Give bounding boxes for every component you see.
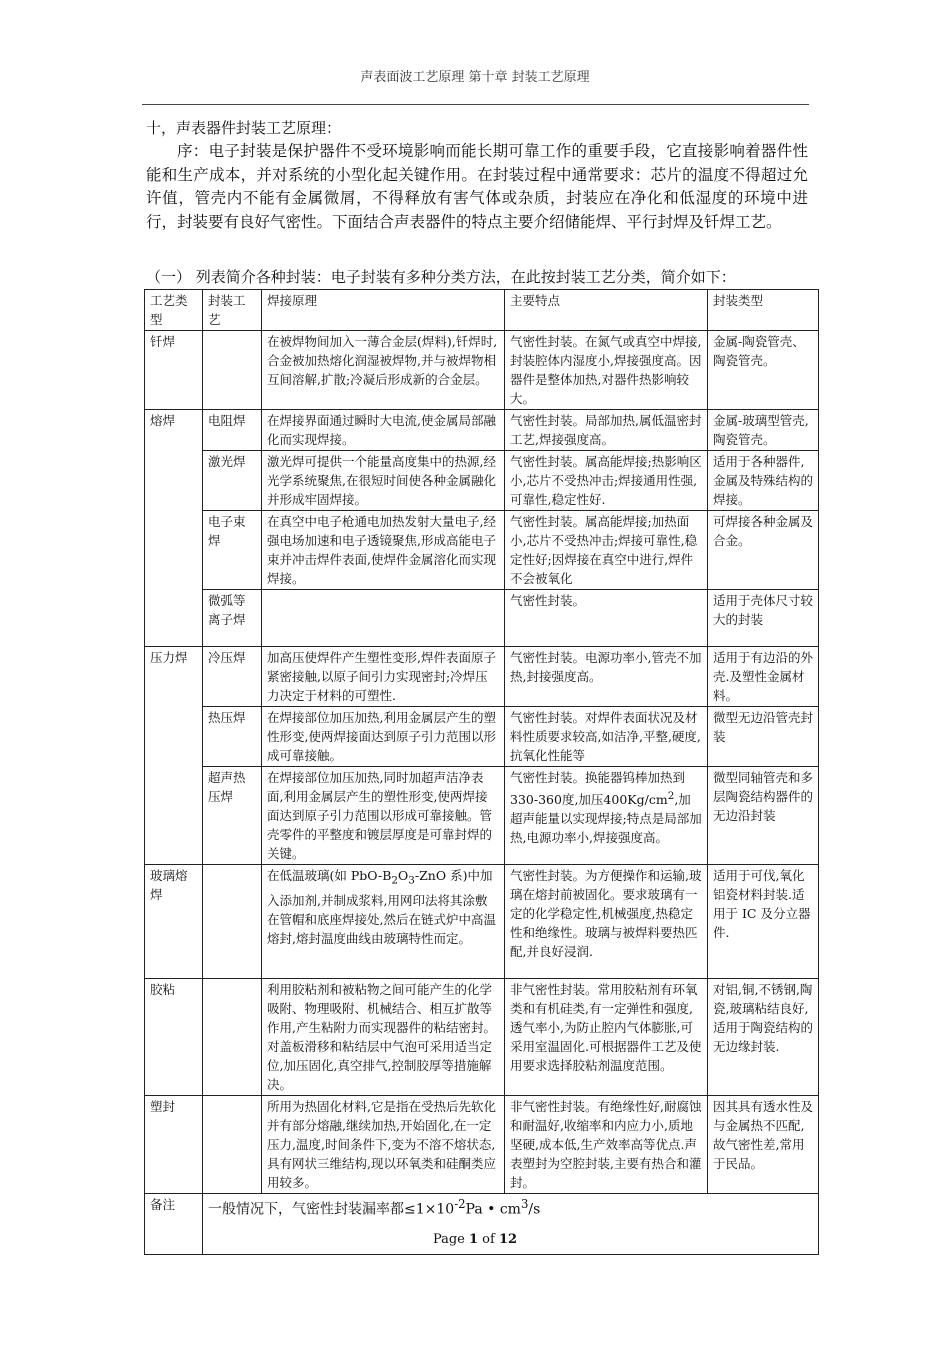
features-cell: 气密性封装。换能器钨棒加热到330-360度,加压$400Kg/cm^2$,加超声能量以实现焊接;特点是局部加热,电源功率小,焊接强度高。: [505, 767, 708, 865]
features-cell: 气密性封装。: [505, 590, 708, 647]
package-type-cell: 适用于可伐,氧化铝瓷材料封装.适用于 IC 及分立器件.: [708, 865, 819, 979]
package-type-cell: 适用于各种器件,金属及特殊结构的焊接。: [708, 451, 819, 511]
package-type-cell: 金属-玻璃型管壳,陶瓷管壳。: [708, 410, 819, 451]
principle-cell: [262, 590, 505, 647]
process-cell: 激光焊: [203, 451, 262, 511]
table-row: [145, 331, 819, 410]
process-cell: 超声热压焊: [203, 767, 262, 865]
table-row: [145, 451, 819, 511]
package-type-cell: 可焊接各种金属及合金。: [708, 511, 819, 590]
principle-cell: 加高压使焊件产生塑性变形,焊件表面原子紧密接触,以原子间引力实现密封;冷焊压力决定于材料的可塑性.: [262, 647, 505, 707]
package-type-cell: 微型同轴管壳和多层陶瓷结构器件的无边沿封装: [708, 767, 819, 865]
table-row: [145, 1096, 819, 1194]
principle-cell: 在被焊物间加入一薄合金层(焊料),钎焊时,合金被加热熔化润湿被焊物,并与被焊物相互间溶解,扩散;冷凝后形成新的合金层。: [262, 331, 505, 410]
table-row: [145, 865, 819, 979]
process-cell: [203, 865, 262, 979]
type-cell: 胶粘: [145, 979, 203, 1096]
features-cell: 气密性封装。局部加热,属低温密封工艺,焊接强度高。: [505, 410, 708, 451]
remark-label: 备注: [145, 1194, 203, 1255]
principle-cell: 在焊接界面通过瞬时大电流,使金属局部融化而实现焊接。: [262, 410, 505, 451]
table-row: [145, 979, 819, 1096]
header-cell: 焊接原理: [262, 290, 505, 331]
table-row: [145, 707, 819, 767]
features-cell: 非气密性封装。有绝缘性好,耐腐蚀和耐温好,收缩率和内应力小,质地坚硬,成本低,生产效率高等优点.声表塑封为空腔封装,主要有热合和灌封。: [505, 1096, 708, 1194]
package-type-cell: 适用于壳体尺寸较大的封装: [708, 590, 819, 647]
principle-cell: 在焊接部位加压加热,利用金属层产生的塑性形变,使两焊接面达到原子引力范围以形成可靠接触。: [262, 707, 505, 767]
package-type-cell: 适用于有边沿的外壳.及塑性金属材料。: [708, 647, 819, 707]
principle-cell: 在真空中电子枪通电加热发射大量电子,经强电场加速和电子透镜聚焦,形成高能电子束并冲击焊件表面,使焊件金属溶化而实现焊接。: [262, 511, 505, 590]
features-cell: 气密性封装。属高能焊接;热影响区小,芯片不受热冲击;焊接通用性强,可靠性,稳定性好.: [505, 451, 708, 511]
table-row: [145, 767, 819, 865]
package-type-cell: 金属-陶瓷管壳、陶瓷管壳。: [708, 331, 819, 410]
header-rule: [142, 104, 809, 105]
principle-cell: 利用胶粘剂和被粘物之间可能产生的化学吸附、物理吸附、机械结合、相互扩散等作用,产生粘附力而实现器件的粘结密封。对盖板滑移和粘结层中气泡可采用适当定位,加压固化,真空排气,控制胶厚等措施解决。: [262, 979, 505, 1096]
process-cell: [203, 331, 262, 410]
header-cell: 封装工艺: [203, 290, 262, 331]
table-row: [145, 590, 819, 647]
features-cell: 气密性封装。对焊件表面状况及材料性质要求较高,如洁净,平整,硬度,抗氧化性能等: [505, 707, 708, 767]
header-cell: 工艺类型: [145, 290, 203, 331]
process-cell: 微弧等离子焊: [203, 590, 262, 647]
principle-cell: 所用为热固化材料,它是指在受热后先软化并有部分熔融,继续加热,开始固化,在一定压力,温度,时间条件下,变为不溶不熔状态,具有网状三维结构,现以环氧类和硅酮类应用较多。: [262, 1096, 505, 1194]
table-row: [145, 410, 819, 451]
type-cell: 钎焊: [145, 331, 203, 410]
principle-cell: 在低温玻璃(如 PbO-$B_2O_3$-ZnO 系)中加入添加剂,并制成浆料,用网印法将其涂敷在管帽和底座焊接处,然后在链式炉中高温熔封,熔封温度曲线由玻璃特性而定。: [262, 865, 505, 979]
features-cell: 气密性封装。在氮气或真空中焊接,封装腔体内湿度小,焊接强度高。因器件是整体加热,对器件热影响较大。: [505, 331, 708, 410]
table-row: [145, 647, 819, 707]
process-cell: 冷压焊: [203, 647, 262, 707]
features-cell: 气密性封装。为方便操作和运输,玻璃在熔封前被固化。要求玻璃有一定的化学稳定性,机械强度,热稳定性和绝缘性。玻璃与被焊料要热匹配,并良好浸润.: [505, 865, 708, 979]
table-header-row: [145, 290, 819, 331]
type-cell: 塑封: [145, 1096, 203, 1194]
process-cell: 热压焊: [203, 707, 262, 767]
packaging-table: [144, 289, 819, 1255]
table-row: [145, 511, 819, 590]
process-cell: [203, 979, 262, 1096]
features-cell: 气密性封装。属高能焊接;加热面小,芯片不受热冲击;焊接可靠性,稳定性好;因焊接在真空中进行,焊件不会被氧化: [505, 511, 708, 590]
header-cell: 封装类型: [708, 290, 819, 331]
remark-text: 一般情况下，气密性封装漏率都$\le 1\times 10^{-2}Pa$ • $cm^3/s$: [203, 1194, 819, 1255]
type-cell: 熔焊: [145, 410, 203, 647]
page-footer: Page 1 of 12: [432, 1232, 518, 1247]
package-type-cell: 因其具有透水性及与金属热不匹配,故气密性差,常用于民品。: [708, 1096, 819, 1194]
header-cell: 主要特点: [505, 290, 708, 331]
package-type-cell: 微型无边沿管壳封装: [708, 707, 819, 767]
process-cell: [203, 1096, 262, 1194]
intro-paragraph: 序：电子封装是保护器件不受环境影响而能长期可靠工作的重要手段，它直接影响着器件性能和生产成本，并对系统的小型化起关键作用。在封装过程中通常要求：芯片的温度不得超过允许值，管壳内不能有金属微屑，不得释放有害气体或杂质，封装应在净化和低湿度的环境中进行，封装要有良好气密性。下面结合声表器件的特点主要介绍储能焊、平行封焊及钎焊工艺。: [146, 142, 808, 231]
type-cell: 压力焊: [145, 647, 203, 865]
features-cell: 非气密性封装。常用胶粘剂有环氧类和有机硅类,有一定弹性和强度,透气率小,为防止腔内气体膨胀,可采用室温固化.可根据器件工艺及使用要求选择胶粘剂温度范围。: [505, 979, 708, 1096]
table-caption: （一） 列表简介各种封装：电子封装有多种分类方法，在此按封装工艺分类，简介如下：: [146, 268, 736, 286]
section-title: 十，声表器件封装工艺原理：: [146, 119, 342, 137]
principle-cell: 在焊接部位加压加热,同时加超声洁净表面,利用金属层产生的塑性形变,使两焊接面达到原子引力范围以形成可靠接触。管壳零件的平整度和镀层厚度是可靠封焊的关键。: [262, 767, 505, 865]
principle-cell: 激光焊可提供一个能量高度集中的热源,经光学系统聚焦,在很短时间使各种金属融化并形成牢固焊接。: [262, 451, 505, 511]
running-header: 声表面波工艺原理 第十章 封装工艺原理: [360, 70, 590, 85]
package-type-cell: 对铝,铜,不锈钢,陶瓷,玻璃粘结良好,适用于陶瓷结构的无边缘封装.: [708, 979, 819, 1096]
process-cell: 电阻焊: [203, 410, 262, 451]
features-cell: 气密性封装。电源功率小,管壳不加热,封接强度高。: [505, 647, 708, 707]
type-cell: 玻璃熔焊: [145, 865, 203, 979]
process-cell: 电子束焊: [203, 511, 262, 590]
